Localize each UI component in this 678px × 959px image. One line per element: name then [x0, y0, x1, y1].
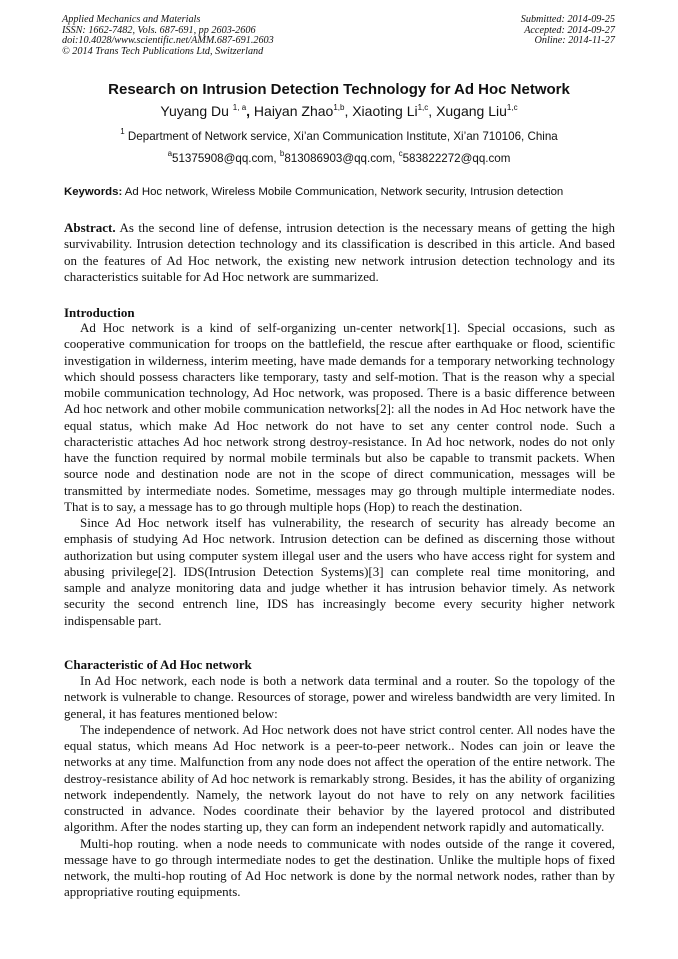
email-mark: c: [398, 149, 403, 158]
email-list: [0, 149, 678, 165]
paragraph: In Ad Hoc network, each node is both a network data terminal and a router. So the topology of the network is vulnerable to change. Resources of storage, power and wireless bandwidth are very limited. In general, it has features mentioned below:: [64, 673, 615, 721]
author-name: Xugang Liu: [436, 103, 507, 119]
author-affil-mark: 1, a: [232, 103, 247, 112]
journal-name: Applied Mechanics and Materials: [62, 14, 201, 25]
affiliation-mark: 1: [120, 127, 125, 136]
author-name: Yuyang Du: [160, 103, 233, 119]
email-address[interactable]: 51375908@qq.com,: [172, 152, 280, 165]
author-affil-mark: 1,c: [417, 103, 429, 112]
journal-issn: ISSN: 1662-7482, Vols. 687-691, pp 2603-2606: [62, 24, 256, 36]
author-name: Haiyan Zhao: [253, 103, 334, 119]
email-address[interactable]: 583822272@qq.com: [402, 152, 511, 165]
journal-header: [62, 15, 274, 57]
characteristic-body: [64, 673, 615, 901]
author-separator: ,: [344, 103, 353, 119]
paragraph: Ad Hoc network is a kind of self-organizing un-center network[1]. Special occasions, such as cooperative communication for troops on the battlefield, the rescue after earthquake or flood, scientific investigation in wilderness, interim meeting, have made demands for a temporary networking technology which should possess characters like temporary, tasty and self-motion. That is the reason why a special mobile communication technology, Ad Hoc network, was proposed. There is a basic difference between Ad hoc network and other mobile communication networks[2]: all the nodes in Ad Hoc network have the equal status, which make Ad Hoc network do not have to set any center control node. Such a characteristic attaches Ad hoc network strong destroy-resistance. In Ad hoc network, nodes do not only have the function required by normal mobile terminals but also be capable to transmit packets. When source node and destination node are not in the scope of direct communication, messages will be transmitted by intermediate nodes. Sometime, messages may go through multiple intermediate nodes. That is to say, a message has to go through multiple hops (Hop) to reach the destination.: [64, 320, 615, 514]
author-affil-mark: 1,b: [333, 103, 345, 112]
author-separator: ,: [246, 103, 254, 119]
introduction-body: [64, 320, 615, 629]
journal-doi: doi:10.4028/www.scientific.net/AMM.687-691.2603: [62, 35, 274, 47]
paragraph: Multi-hop routing. when a node needs to communicate with nodes outside of the range it covered, message have to go through intermediate nodes to get the destination. Unlike the multiple hops of fixed network, the multi-hop routing of Ad Hoc network is done by the normal network nodes, rather than by appropriative routing equipments.: [64, 835, 615, 900]
abstract: [64, 220, 615, 286]
email-mark: a: [167, 149, 173, 158]
paragraph: The independence of network. Ad Hoc network does not have strict control center. All nodes have the equal status, which means Ad Hoc network is a peer-to-peer network.. Nodes can join or leave the networks at any time. Malfunction from any node does not affect the operation of the entire network. The destroy-resistance ability of Ad hoc network is remarkably strong. Besides, it has the ability of organizing network independently. Namely, the network layout do not have to rely on any network facilities constructed in advance. Nodes coordinate their behavior by the layered protocol and distributed algorithm. After the nodes starting up, they can form an independent network rapidly and automatically.: [64, 721, 615, 835]
author-separator: ,: [428, 103, 437, 119]
paper-title: Research on Intrusion Detection Technology for Ad Hoc Network: [108, 81, 570, 98]
email-mark: b: [279, 149, 285, 158]
accepted-date: Accepted: 2014-09-27: [524, 24, 615, 36]
paragraph: Since Ad Hoc network itself has vulnerability, the research of security has already become an emphasis of studying Ad Hoc network. Intrusion detection can be defined as discerning those without authorization but using computer system illegal user and the users who have access right for system and abusing privilege[2]. IDS(Intrusion Detection Systems)[3] can complete real time monitoring, and sample and analyze monitoring data and judge whether it has intrusion behavior timely. As network security the second entrench line, IDS has increasingly become every security higher network indispensable part.: [64, 515, 615, 628]
author-name: Xiaoting Li: [352, 103, 418, 119]
introduction-heading: Introduction: [64, 305, 135, 320]
email-address[interactable]: 813086903@qq.com,: [284, 152, 399, 165]
characteristic-heading: Characteristic of Ad Hoc network: [64, 657, 252, 672]
author-affil-mark: 1,c: [506, 103, 518, 112]
submitted-date: Submitted: 2014-09-25: [520, 14, 615, 25]
dates-header: [521, 15, 615, 47]
keywords-label: Keywords:: [64, 186, 123, 198]
online-date: Online: 2014-11-27: [534, 35, 615, 47]
keywords-text: Ad Hoc network, Wireless Mobile Communication, Network security, Intrusion detection: [122, 186, 564, 198]
abstract-label: Abstract.: [64, 220, 116, 235]
keywords: [64, 186, 616, 198]
affiliation: [0, 127, 678, 143]
affiliation-text: Department of Network service, Xi’an Communication Institute, Xi’an 710106, China: [124, 130, 558, 143]
abstract-text: As the second line of defense, intrusion detection is the necessary means of getting the high survivability. Intrusion detection technology and its classification is described in this article. And based on the features of Ad Hoc network, the existing new network intrusion detection technology and its characteristics suitable for Ad Hoc network are summarized.: [64, 220, 615, 285]
journal-copyright: © 2014 Trans Tech Publications Ltd, Switzerland: [62, 45, 264, 57]
author-list: [0, 103, 678, 119]
